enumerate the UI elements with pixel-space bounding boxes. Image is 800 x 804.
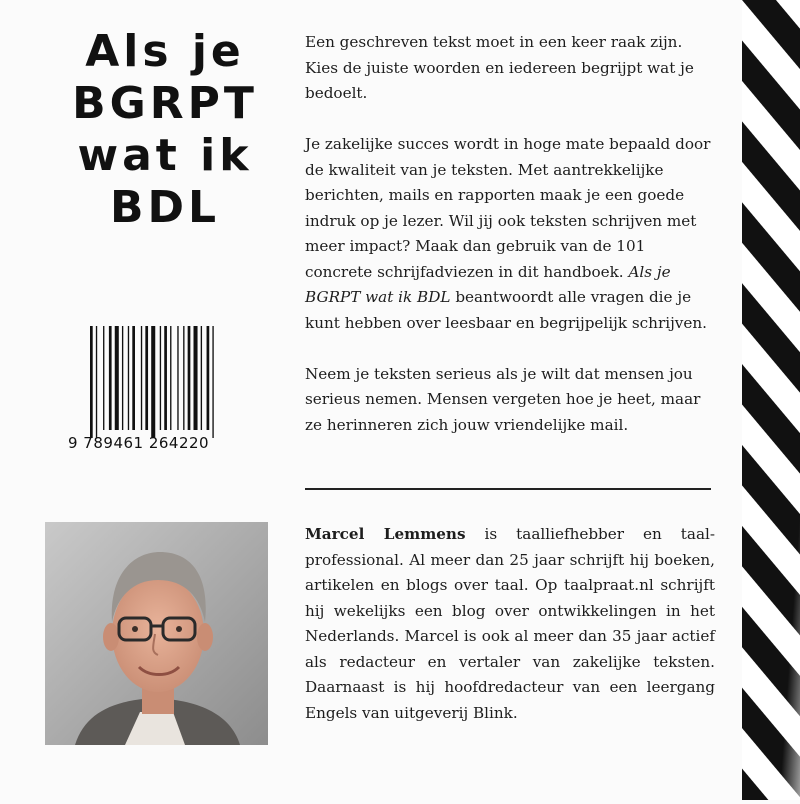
barcode-bar xyxy=(170,326,171,430)
blurb-paragraph-2 xyxy=(305,132,717,336)
book-title xyxy=(40,26,290,234)
diagonal-stripes-decoration xyxy=(742,0,800,800)
blurb-book-title-italic: Als je BGRPT wat ik BDL xyxy=(305,262,671,306)
blurb-paragraph-1: Een geschreven tekst moet in een keer raak zijn. Kies de juiste woorden en iedereen begrijpt wat je bedoelt. xyxy=(305,33,694,102)
barcode-bar xyxy=(194,326,198,430)
barcode-bar xyxy=(90,326,93,438)
blurb-paragraph-3: Neem je teksten serieus als je wilt dat mensen jou serieus nemen. Mensen vergeten hoe je heet, maar ze herinneren zich jouw vriendelijke mail. xyxy=(305,364,701,434)
barcode-bar xyxy=(183,326,184,430)
barcode-bar xyxy=(201,326,202,430)
title-line-1: Als je xyxy=(85,26,245,77)
author-portrait xyxy=(45,522,268,745)
title-line-4: BDL xyxy=(109,182,221,233)
barcode-bar xyxy=(207,326,210,430)
barcode-bar xyxy=(109,326,112,430)
barcode-bar xyxy=(151,326,155,438)
barcode-bar xyxy=(177,326,178,430)
barcode-bar xyxy=(160,326,161,430)
barcode-bars xyxy=(90,326,235,438)
title-line-3: wat ik xyxy=(77,130,253,181)
barcode-bar xyxy=(128,326,129,430)
barcode-bar xyxy=(122,326,123,430)
stripe-pattern xyxy=(742,0,800,800)
divider-line xyxy=(305,488,711,490)
author-bio xyxy=(305,522,715,726)
back-cover-blurb xyxy=(305,30,717,464)
barcode-bar xyxy=(188,326,191,430)
barcode-bar xyxy=(115,326,119,430)
barcode-bar xyxy=(132,326,135,430)
title-line-2: BGRPT xyxy=(72,78,258,129)
author-photo xyxy=(45,522,268,745)
barcode-bar xyxy=(103,326,104,430)
barcode-bar xyxy=(141,326,142,430)
blurb-p2-text-end: beantwoordt alle vragen die je kunt hebben over leesbaar en begrijpelijk schrijven. xyxy=(305,288,707,332)
blurb-p2-text: Je zakelijke succes wordt in hoge mate bepaald door de kwaliteit van je teksten. Met aantrekkelijke berichten, mails en rapporten maak je een goede indruk op je lezer. Wil jij ook teksten schrijven met meer impact? Maak dan gebruik van de 101 concrete schrijfadviezen in dit handboek. xyxy=(305,135,711,281)
barcode-bar xyxy=(212,326,213,438)
author-bio-text: is taalliefhebber en taalprofessional. Al meer dan 25 jaar schrijft hij boeken, artikelen en blogs over taal. Op taalpraat.nl schrijft hij wekelijks een blog over ontwikkelingen in het Nederlands. Marcel is ook al meer dan 35 jaar actief als redacteur en vertaler van zakelijke teksten. Daarnaast is hij hoofdredacteur van een leergang Engels van uitgeverij Blink. xyxy=(305,525,715,722)
isbn-number: 9 789461 264220 xyxy=(68,434,210,452)
isbn-barcode xyxy=(68,326,238,456)
author-name: Marcel Lemmens xyxy=(305,525,466,543)
barcode-bar xyxy=(164,326,167,430)
barcode-bar xyxy=(96,326,97,438)
barcode-bar xyxy=(145,326,148,430)
